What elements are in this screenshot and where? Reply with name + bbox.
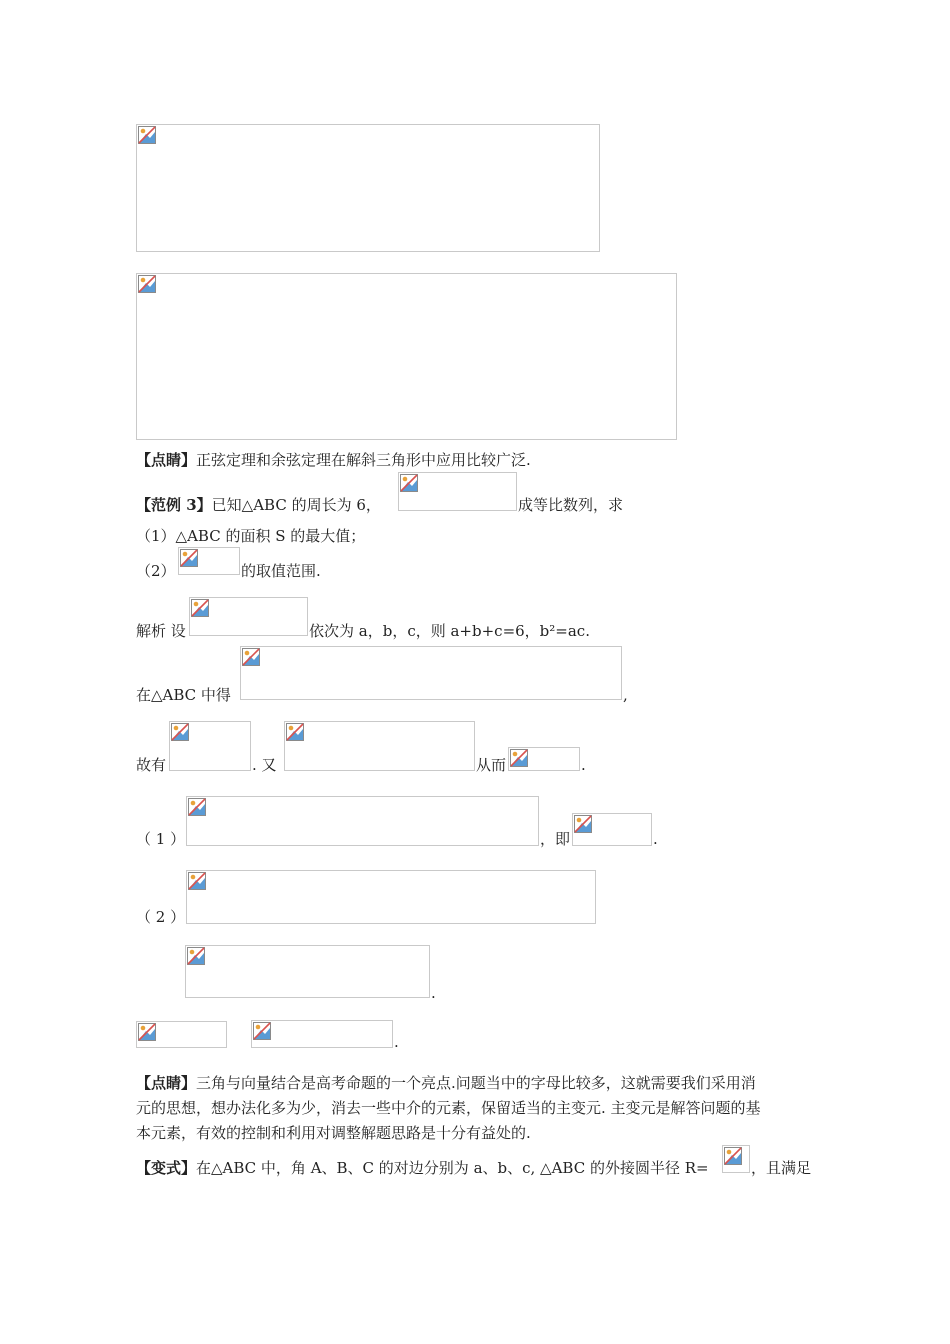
broken-image-icon (138, 1023, 156, 1041)
formula-image-q2 (178, 547, 240, 575)
formula-image-you (284, 721, 475, 771)
gu-line-mid: . 又 (252, 756, 277, 774)
formula-image-gu (169, 721, 251, 771)
formula-image-2 (136, 273, 677, 440)
formula-image-cosb (240, 646, 622, 700)
broken-image-icon (286, 723, 304, 741)
dianjing-text: 正弦定理和余弦定理在解斜三角形中应用比较广泛. (196, 451, 531, 469)
jiexi-prefix: 解析 设 (136, 622, 186, 640)
broken-image-icon (138, 275, 156, 293)
formula-image-congr (508, 747, 580, 771)
formula-image-dot-product-2 (185, 945, 430, 998)
broken-image-icon (188, 872, 206, 890)
bianshi-text: 在△ABC 中，角 A、B、C 的对边分别为 a、b、c, △ABC 的外接圆半径 R= (196, 1159, 709, 1177)
dianjing-paragraph-2-line-1 (136, 1073, 756, 1093)
broken-image-icon (510, 749, 528, 767)
question-2-prefix: （2） (136, 562, 176, 580)
broken-image-icon (171, 723, 189, 741)
part-1-ji: ，即 (540, 830, 571, 848)
formula-image-range-1 (136, 1021, 227, 1048)
question-2-suffix: 的取值范围. (241, 562, 321, 580)
dianjing-2-text-1: 三角与向量结合是高考命题的一个亮点.问题当中的字母比较多，这就需要我们采用消 (196, 1074, 756, 1092)
abc-line-suffix: , (623, 686, 628, 704)
gu-line-end: . (581, 756, 586, 774)
fanli3-text-a: 已知△ABC 的周长为 6， (211, 496, 381, 514)
formula-image-jiexi (189, 597, 308, 636)
dianjing-paragraph-2-line-3: 本元素，有效的控制和利用对调整解题思路是十分有益处的. (136, 1124, 531, 1142)
jiexi-suffix: 依次为 a，b，c，则 a+b+c=6，b²=ac. (309, 622, 590, 640)
broken-image-icon (187, 947, 205, 965)
broken-image-icon (180, 549, 198, 567)
bianshi-end: ，且满足 (751, 1159, 812, 1177)
formula-image-abc (398, 472, 517, 511)
formula-image-radius (722, 1145, 750, 1173)
abc-line-prefix: 在△ABC 中得 (136, 686, 231, 704)
part-1-prefix: （ 1 ） (136, 830, 186, 848)
broken-image-icon (574, 815, 592, 833)
formula-image-range-2 (251, 1020, 393, 1048)
part-1-end: . (653, 830, 658, 848)
formula-image-smax (572, 813, 652, 846)
fanli3-text-b: 成等比数列，求 (518, 496, 624, 514)
dianjing-paragraph-2-line-2: 元的思想，想办法化多为少，消去一些中介的元素，保留适当的主变元. 主变元是解答问题的基 (136, 1099, 761, 1117)
dianjing-label: 【点睛】 (136, 451, 197, 469)
period-1: . (431, 984, 436, 1002)
broken-image-icon (724, 1147, 742, 1165)
bianshi-label: 【变式】 (136, 1159, 197, 1177)
broken-image-icon (253, 1022, 271, 1040)
formula-image-dot-product (186, 870, 596, 924)
gu-line-prefix: 故有 (136, 756, 167, 774)
gu-line-cong: 从而 (476, 756, 507, 774)
broken-image-icon (191, 599, 209, 617)
broken-image-icon (138, 126, 156, 144)
question-1: （1）△ABC 的面积 S 的最大值； (136, 527, 366, 545)
broken-image-icon (188, 798, 206, 816)
broken-image-icon (400, 474, 418, 492)
broken-image-icon (242, 648, 260, 666)
fanli3-line (136, 495, 381, 515)
dianjing-label-2: 【点睛】 (136, 1074, 197, 1092)
dianjing-paragraph-1 (136, 450, 531, 470)
formula-image-1 (136, 124, 600, 252)
fanli3-label: 【范例 3】 (136, 496, 212, 514)
period-2: . (394, 1033, 399, 1051)
formula-image-area (186, 796, 539, 846)
part-2-prefix: （ 2 ） (136, 908, 186, 926)
bianshi-line (136, 1158, 709, 1178)
